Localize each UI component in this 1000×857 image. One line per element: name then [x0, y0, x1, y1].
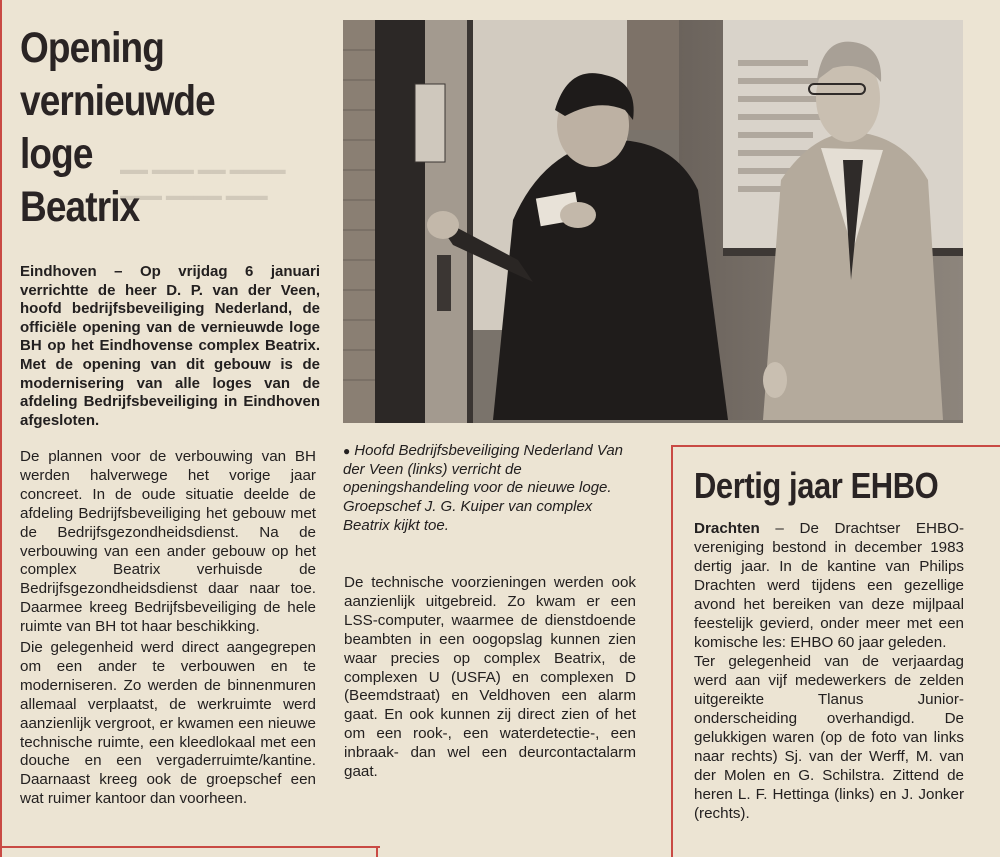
left-border-rule — [0, 0, 2, 857]
article-lead: Eindhoven – Op vrijdag 6 januari verrichtte de heer D. P. van der Veen, hoofd bedrijfsbeveiliging Nederland, de officiële opening van de vernieuwde loge BH op het Eindhovense complex Beatrix. Met de opening van dit gebouw is de modernisering van alle loges van de afdeling Bedrijfsbeveiliging in Eindhoven afgesloten. — [20, 263, 320, 429]
ehbo-article-body — [694, 519, 964, 823]
ehbo-text-1: – De Drachtser EHBO-vereniging bestond in december 1983 dertig jaar. In de kantine van Philips Drachten werd tijdens een gezellige avond het bereiken van deze mijlpaal feestelijk gevierd, onder meer met een komische les: EHBO 60 jaar geleden. — [694, 520, 964, 651]
ehbo-headline: Dertig jaar EHBO — [694, 465, 939, 506]
photo-caption — [343, 442, 633, 536]
opening-ceremony-photo — [343, 20, 963, 423]
ehbo-place: Drachten — [694, 520, 760, 537]
ehbo-box-top-rule — [671, 445, 1000, 447]
photo-illustration — [343, 20, 963, 423]
article-headline: Opening vernieuwde loge Beatrix — [20, 24, 215, 231]
bleed-through-texture: ▬▬ ▬▬▬ ▬▬ ▬▬▬▬ — [120, 161, 286, 177]
article-paragraph-1: De plannen voor de verbouwing van BH werden halverwege het vorige jaar concreet. In de oude situatie deelde de afdeling Bedrijfsbeveiliging het gebouw met de Bedrijfsgezondheidsdienst. Na de verbouwing van een ander gebouw op het complex Beatrix verhuisde de Bedrijfsgezondheidsdienst daar naar toe. Daarmee kreeg Bedrijfsbeveiliging de hele ruimte van BH tot haar beschikking. — [20, 448, 316, 636]
article-paragraph-3: De technische voorzieningen werden ook aanzienlijk uitgebreid. Zo kwam er een LSS-computer, waarmee de dienstdoende beambten in een oogopslag kunnen zien waar precies op complex Beatrix, de complexen U (USFA) en complexen D (Beemdstraat) en Veldhoven een alarm gaat. En ook kunnen zij direct zien of het om een rook-, een waterdetectie-, een inbraak- dan wel een deurcontactalarm gaat. — [344, 574, 636, 781]
bottom-border-rule — [0, 846, 380, 848]
article-paragraph-2: Die gelegenheid werd direct aangegrepen om een ander te verbouwen en te moderniseren. Zo werden de binnenmuren allemaal verplaatst, de werkruimte werd aanzienlijk vergroot, er kwamen een nieuwe technische ruimte, een kleedlokaal met een douche en een vergaderruimte/kantine. Daarnaast kreeg ook de groepschef een wat ruimer kantoor dan voorheen. — [20, 639, 316, 808]
ehbo-text-2: Ter gelegenheid van de verjaardag werd aan vijf medewerkers de zelden uitgereikte Tlanus Junior-onderscheiding overhandigd. De gelukkigen waren (op de foto van links naar rechts) Sj. van der Werff, M. van der Molen en G. Schilstra. Zittend de heren L. F. Hettinga (links) en J. Jonker (rechts). — [694, 653, 964, 822]
ehbo-box-left-rule — [671, 445, 673, 857]
bottom-border-tick — [376, 846, 378, 857]
caption-text: Hoofd Bedrijfsbeveiliging Nederland Van der Veen (links) verricht de openingshandeling voor de nieuwe loge. Groepschef J. G. Kuiper van complex Beatrix kijkt toe. — [343, 442, 624, 534]
caption-bullet-icon: ● — [343, 444, 351, 458]
bleed-through-texture: ▬▬▬ ▬▬▬▬ ▬▬▬ — [120, 187, 268, 203]
